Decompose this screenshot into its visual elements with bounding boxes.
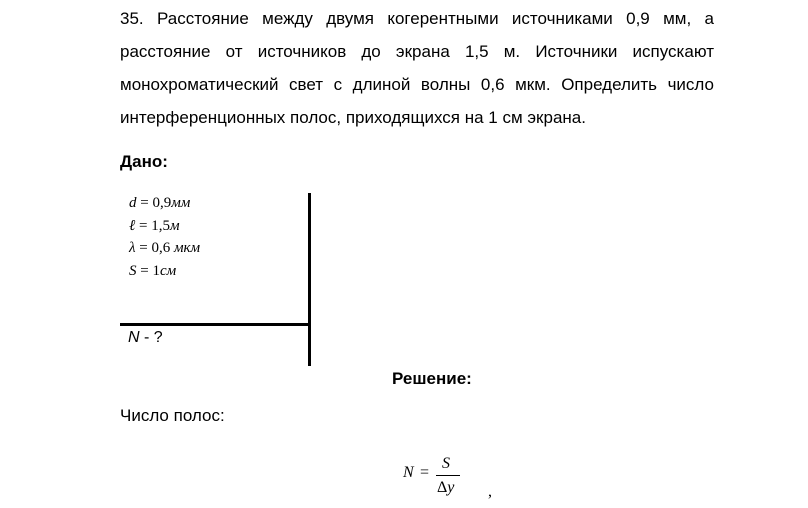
given-item-distance-screen — [129, 215, 200, 238]
solution-heading: Решение: — [392, 369, 472, 388]
given-symbol: λ — [129, 240, 136, 256]
delta-symbol: Δ — [437, 479, 448, 496]
fringe-count-label: Число полос: — [120, 406, 225, 425]
given-equals: = — [135, 240, 152, 256]
given-vertical-divider — [308, 193, 311, 366]
given-unit: м — [169, 217, 180, 234]
fraction-bar — [436, 475, 460, 476]
problem-statement — [120, 2, 714, 134]
given-value: 0,9 — [152, 195, 172, 211]
given-unit: мкм — [173, 240, 201, 256]
find-text: - ? — [139, 329, 163, 346]
problem-line-3: монохроматический свет с длиной волны 0,6 мкм. Определить число — [120, 75, 714, 94]
given-item-screen-length — [129, 260, 200, 283]
given-equals: = — [136, 195, 153, 211]
given-heading: Дано: — [120, 152, 168, 171]
formula-numerator: S — [442, 455, 450, 472]
given-list — [129, 192, 200, 282]
given-symbol: ℓ — [129, 217, 136, 234]
formula-equals: = — [420, 464, 430, 481]
find-symbol: N — [128, 329, 140, 346]
given-equals: = — [135, 217, 152, 234]
given-unit: см — [159, 262, 177, 279]
given-value: 0,6 — [151, 240, 174, 256]
given-item-distance-sources — [129, 192, 200, 215]
denominator-variable: y — [447, 479, 455, 496]
given-item-wavelength — [129, 237, 200, 260]
given-symbol: d — [129, 195, 137, 211]
formula-comma: , — [488, 483, 492, 500]
find-quantity — [128, 329, 163, 347]
formula-denominator — [437, 479, 454, 497]
given-equals: = — [136, 262, 153, 279]
problem-line-1: 35. Расстояние между двумя когерентными источниками 0,9 мм, а — [120, 9, 714, 28]
given-value: 1 — [152, 262, 160, 279]
problem-line-2: расстояние от источников до экрана 1,5 м. Источники испускают — [120, 42, 714, 61]
formula-lhs: N — [403, 464, 414, 481]
given-horizontal-divider — [120, 323, 310, 326]
problem-line-4: интерференционных полос, приходящихся на 1 см экрана. — [120, 108, 586, 127]
given-value: 1,5 — [151, 217, 170, 234]
given-unit: мм — [171, 195, 191, 211]
given-symbol: S — [129, 262, 137, 279]
